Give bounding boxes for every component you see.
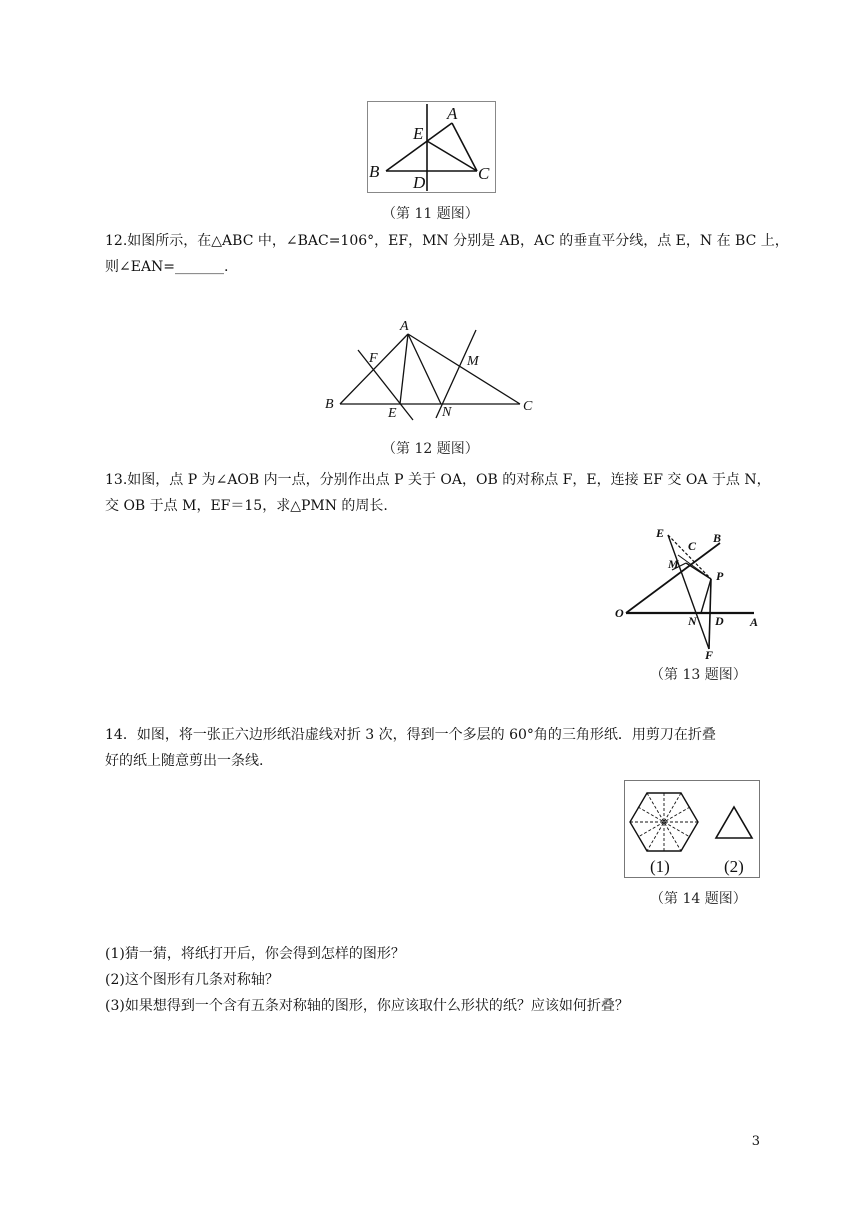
figure-13 bbox=[612, 525, 764, 660]
label-E: E bbox=[656, 526, 665, 540]
figure-11 bbox=[367, 101, 496, 193]
label-A: A bbox=[750, 615, 759, 629]
label-C: C bbox=[478, 164, 490, 183]
label-2: (2) bbox=[724, 857, 744, 876]
label-P: P bbox=[716, 569, 724, 583]
page-number: 3 bbox=[751, 1134, 760, 1149]
question-14-line-2: 好的纸上随意剪出一条线. bbox=[105, 753, 264, 769]
question-12-line-2: 则∠EAN=_______. bbox=[105, 259, 229, 275]
label-O: O bbox=[615, 606, 624, 620]
label-F: F bbox=[705, 648, 714, 660]
label-N: N bbox=[442, 405, 452, 420]
subquestion-3: (3)如果想得到一个含有五条对称轴的图形，你应该取什么形状的纸？应该如何折叠？ bbox=[105, 998, 629, 1014]
question-13 bbox=[105, 467, 771, 519]
label-B: B bbox=[713, 531, 722, 545]
label-B: B bbox=[369, 162, 380, 181]
figure-12 bbox=[320, 316, 544, 422]
label-N: N bbox=[688, 614, 697, 628]
label-1: (1) bbox=[650, 857, 670, 876]
question-12 bbox=[105, 228, 789, 280]
question-14-line-1: 14．如图，将一张正六边形纸沿虚线对折 3 次，得到一个多层的 60°角的三角形纸．用剪刀在折叠 bbox=[105, 727, 716, 743]
label-M: M bbox=[668, 557, 679, 571]
label-E: E bbox=[413, 124, 424, 143]
label-A: A bbox=[447, 104, 458, 123]
question-14 bbox=[105, 722, 716, 774]
label-M: M bbox=[467, 354, 479, 369]
figure-14 bbox=[624, 780, 760, 878]
label-C: C bbox=[688, 539, 697, 553]
label-E: E bbox=[388, 406, 397, 421]
figure-11-caption: （第 11 题图） bbox=[382, 206, 479, 222]
figure-13-caption: （第 13 题图） bbox=[650, 667, 747, 683]
subquestion-1: (1)猜一猜，将纸打开后，你会得到怎样的图形？ bbox=[105, 946, 405, 962]
question-13-line-1: 13.如图，点 P 为∠AOB 内一点，分别作出点 P 关于 OA，OB 的对称点 F，E，连接 EF 交 OA 于点 N， bbox=[105, 472, 771, 488]
figure-14-caption: （第 14 题图） bbox=[650, 891, 747, 907]
label-D: D bbox=[413, 173, 426, 192]
question-13-line-2: 交 OB 于点 M，EF＝15，求△PMN 的周长. bbox=[105, 498, 388, 514]
label-B: B bbox=[325, 397, 334, 412]
question-12-line-1: 12.如图所示，在△ABC 中，∠BAC=106°，EF，MN 分别是 AB，AC 的垂直平分线，点 E，N 在 BC 上， bbox=[105, 233, 789, 249]
subquestion-2: (2)这个图形有几条对称轴？ bbox=[105, 972, 279, 988]
question-14-subparts bbox=[105, 941, 629, 1019]
label-A: A bbox=[400, 319, 409, 334]
figure-12-caption: （第 12 题图） bbox=[382, 441, 479, 457]
label-F: F bbox=[369, 351, 378, 366]
label-C: C bbox=[523, 399, 533, 414]
label-D: D bbox=[715, 614, 724, 628]
